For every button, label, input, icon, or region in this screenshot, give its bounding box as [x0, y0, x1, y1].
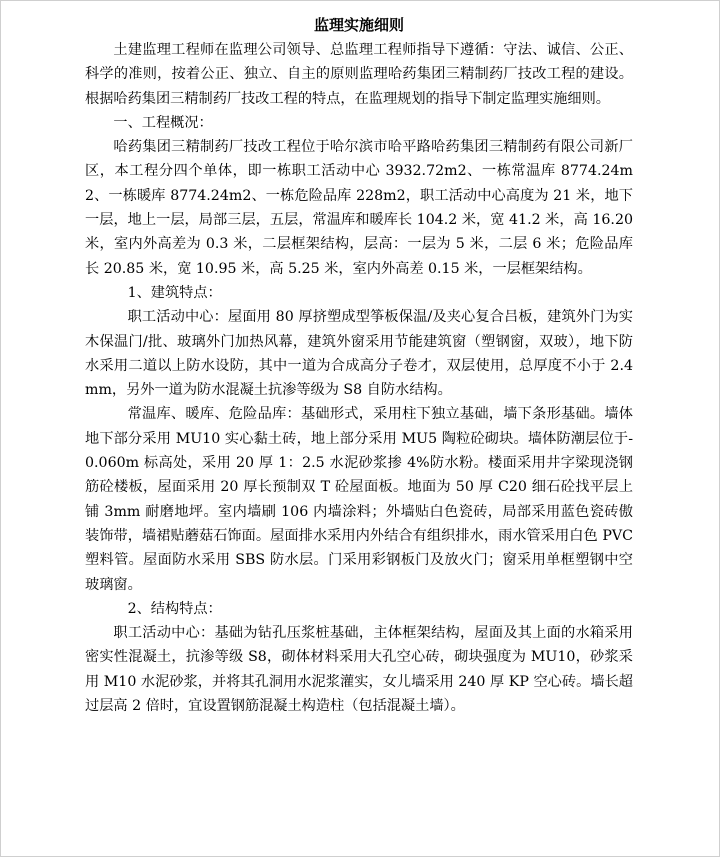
overview-paragraph: 哈药集团三精制药厂技改工程位于哈尔滨市哈平路哈药集团三精制药有限公司新厂区，本工程分四个单体，即一栋职工活动中心 3932.72m2、一栋常温库 8774.24m2、一栋暖库 8774.24m2、一栋危险品库 228m2，职工活动中心高度为 21 米，地下一层，地上一层，局部三层，五层，常温库和暖库长 104.2 米，宽 41.2 米，高 16.20 米，室内外高差为 0.3 米，二层框架结构，层高：一层为 5 米，二层 6 米；危险品库长 20.85 米，宽 10.95 米，高 5.25 米，室内外高差 0.15 米，一层框架结构。 — [85, 139, 633, 277]
document-title: 监理实施细则 — [313, 16, 404, 34]
document-body — [85, 12, 633, 718]
subsection-heading-architecture: 1、建筑特点： — [127, 284, 222, 301]
architecture-warehouse-paragraph: 常温库、暖库、危险品库：基础形式，采用柱下独立基础，墙下条形基础。墙体地下部分采用 MU10 实心黏土砖，地上部分采用 MU5 陶粒砼砌块。墙体防潮层位于-0.060m 标高处，采用 20 厚 1：2.5 水泥砂浆掺 4%防水粉。楼面采用井字梁现浇钢筋砼楼板，屋面采用 20 厚长预制双 T 砼屋面板。地面为 50 厚 C20 细石砼找平层上铺 3mm 耐磨地坪。室内墙刷 106 内墙涂料；外墙贴白色瓷砖，局部采用蓝色瓷砖傲装饰带，墙裙贴蘑菇石饰面。屋面排水采用内外结合有组织排水，雨水管采用白色 PVC 塑料管。屋面防水采用 SBS 防水层。门采用彩钢板门及放火门；窗采用单框塑钢中空玻璃窗。 — [85, 406, 633, 593]
subsection-heading-structure: 2、结构特点： — [127, 600, 222, 617]
intro-paragraph: 土建监理工程师在监理公司领导、总监理工程师指导下遵循：守法、诚信、公正、科学的准则，按着公正、独立、自主的原则监理哈药集团三精制药厂技改工程的建设。根据哈药集团三精制药厂技改工程的特点，在监理规划的指导下制定监理实施细则。 — [85, 42, 633, 107]
architecture-activity-center-paragraph: 职工活动中心：屋面用 80 厚挤塑成型筝板保温/及夹心复合吕板，建筑外门为实木保温门/批、玻璃外门加热风幕，建筑外窗采用节能建筑窗（塑钢窗，双玻），地下防水采用二道以上防水设防，其中一道为合成高分子卷才，双层使用，总厚度不小于 2.4mm，另外一道为防水混凝土抗渗等级为 S8 自防水结构。 — [85, 309, 633, 399]
section-heading-overview: 一、工程概况： — [113, 114, 213, 131]
structure-paragraph: 职工活动中心：基础为钻孔压浆桩基础，主体框架结构，屋面及其上面的水箱采用密实性混凝土，抗渗等级 S8，砌体材料采用大孔空心砖，砌块强度为 MU10，砂浆采用 M10 水泥砂浆，并将其孔洞用水泥浆灌实，女儿墙采用 240 厚 KP 空心砖。墙长超过层高 2 倍时，宜设置钢筋混凝土构造柱（包括混凝土墙）。 — [85, 625, 633, 715]
